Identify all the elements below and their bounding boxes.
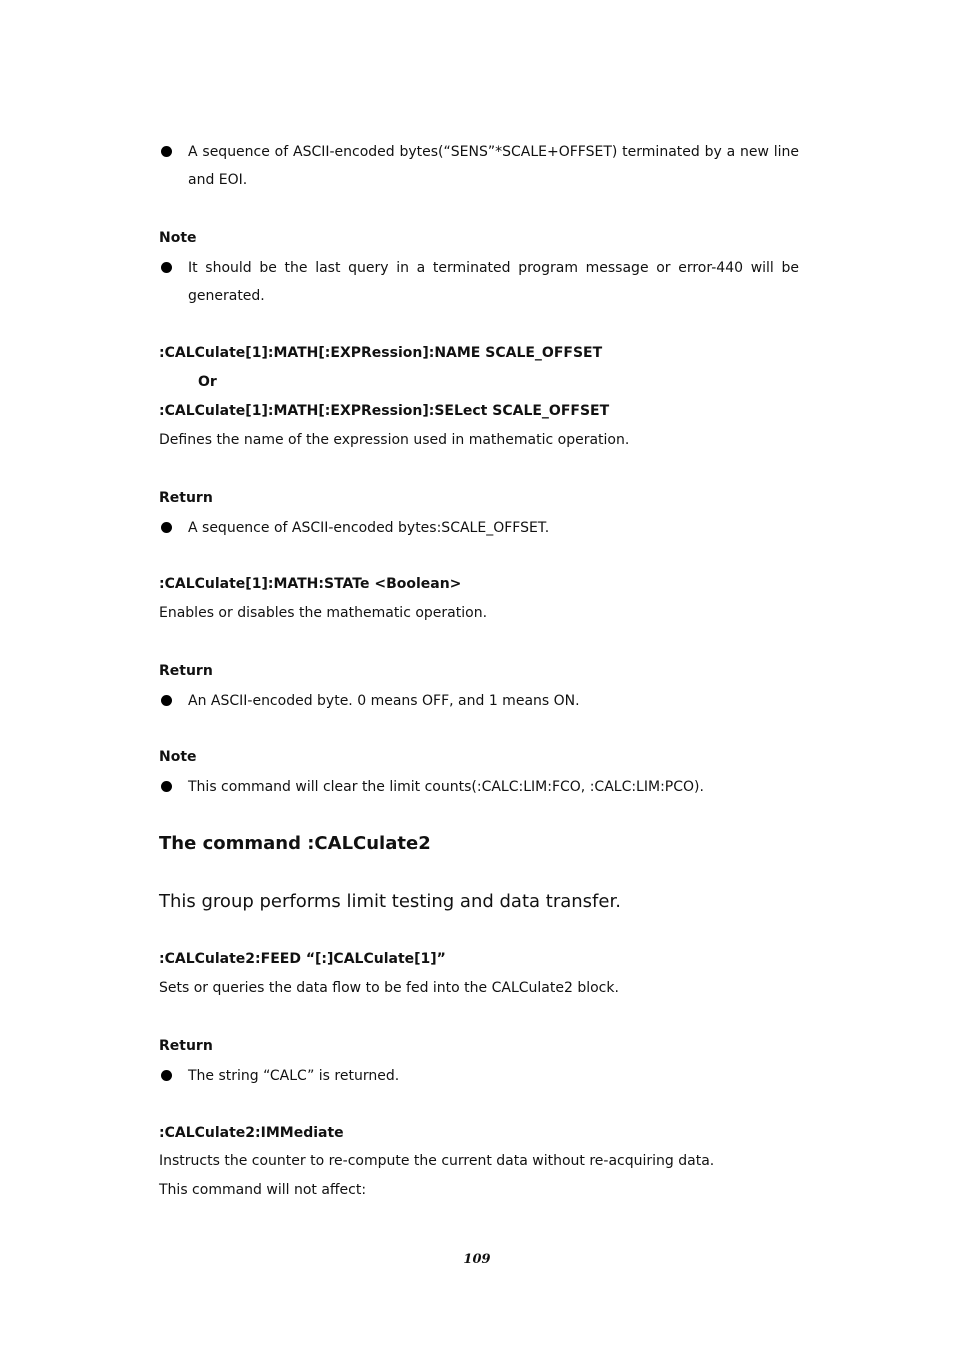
bullet-text: A sequence of ASCII-encoded bytes(“SENS”*SCALE+OFFSET) terminated by a new line and EOI. [188,144,799,188]
section-title: The command :CALCulate2 [159,833,431,854]
command-description: Enables or disables the mathematic operation. [159,605,488,621]
bullet-icon [161,1070,172,1081]
command-heading: :CALCulate[1]:MATH:STATe <Boolean> [159,576,462,592]
bullet-text: This command will clear the limit counts(:CALC:LIM:FCO, :CALC:LIM:PCO). [188,779,704,795]
return-heading: Return [159,490,213,506]
bullet-icon [161,522,172,533]
page-number: 109 [463,1252,491,1267]
command-heading: :CALCulate2:IMMediate [159,1125,344,1141]
or-label: Or [198,374,217,390]
bullet-icon [161,781,172,792]
bullet-text: The string “CALC” is returned. [188,1068,400,1084]
bullet-item [159,773,799,801]
command-description: Instructs the counter to re-compute the current data without re-acquiring data. [159,1153,715,1169]
bullet-item [159,687,799,715]
bullet-item [159,254,799,310]
bullet-item [159,138,799,194]
command-description: Sets or queries the data flow to be fed into the CALCulate2 block. [159,980,619,996]
note-heading: Note [159,230,197,246]
bullet-text: A sequence of ASCII-encoded bytes:SCALE_OFFSET. [188,520,550,536]
bullet-icon [161,262,172,273]
return-heading: Return [159,1038,213,1054]
command-description: Defines the name of the expression used in mathematic operation. [159,432,630,448]
command-description: This command will not affect: [159,1182,367,1198]
bullet-item [159,1062,799,1090]
command-heading: :CALCulate[1]:MATH[:EXPRession]:NAME SCALE_OFFSET [159,345,603,361]
return-heading: Return [159,663,213,679]
command-heading: :CALCulate2:FEED “[:]CALCulate[1]” [159,951,446,967]
bullet-item [159,514,799,542]
section-intro: This group performs limit testing and data transfer. [159,891,621,912]
bullet-text: It should be the last query in a terminated program message or error-440 will be generated. [188,260,799,304]
note-heading: Note [159,749,197,765]
bullet-text: An ASCII-encoded byte. 0 means OFF, and 1 means ON. [188,693,580,709]
command-heading: :CALCulate[1]:MATH[:EXPRession]:SELect SCALE_OFFSET [159,403,610,419]
bullet-icon [161,146,172,157]
bullet-icon [161,695,172,706]
